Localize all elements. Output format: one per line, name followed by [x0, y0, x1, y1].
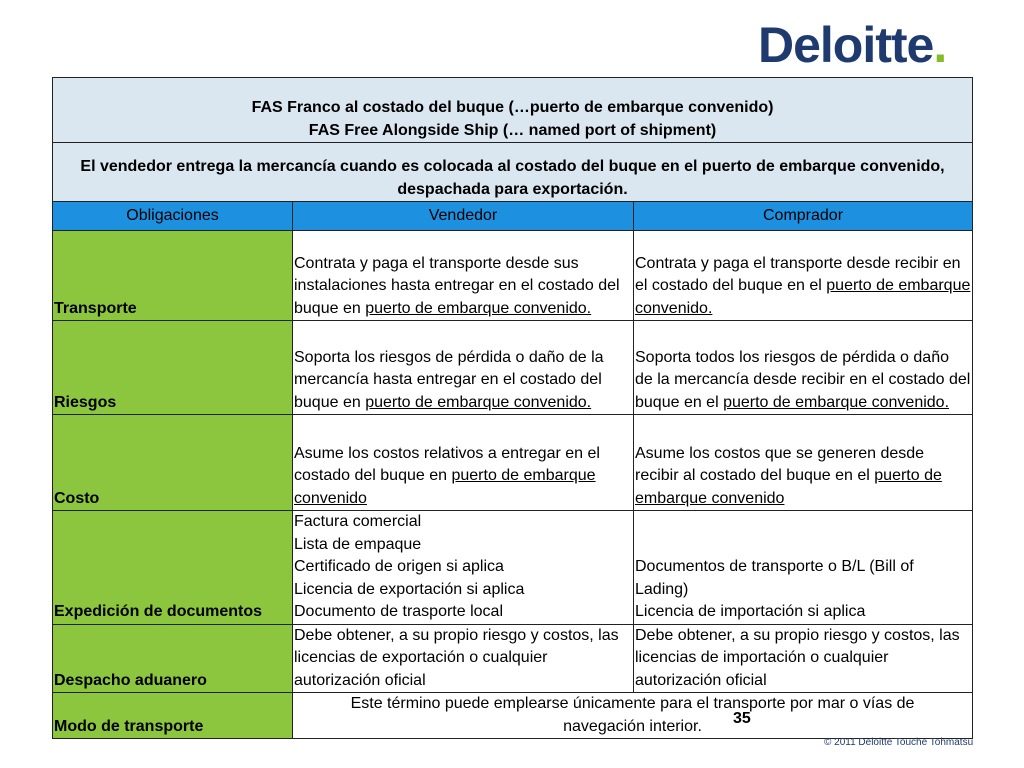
table-row	[53, 231, 973, 321]
summary-line-1: El vendedor entrega la mercancía cuando es colocada al costado del buque en el puerto de embarque convenido,	[80, 158, 945, 175]
seller-costo	[293, 415, 634, 511]
row-label-expedicion: Expedición de documentos	[53, 511, 293, 625]
buyer-riesgos-text: Soporta todos los riesgos de pérdida o daño de la mercancía desde recibir en el costado del buque en el	[635, 348, 971, 411]
header-comprador: Comprador	[634, 202, 973, 231]
summary-row	[53, 143, 973, 202]
seller-riesgos-text: Soporta los riesgos de pérdida o daño de la mercancía hasta entregar en el costado del buque en	[294, 348, 604, 411]
buyer-expedicion	[634, 511, 973, 625]
incoterm-table	[52, 77, 973, 739]
header-row	[53, 202, 973, 231]
buyer-riesgos-link[interactable]: puerto de embarque convenido.	[723, 393, 950, 411]
buyer-transporte-link[interactable]: puerto de embarque convenido.	[635, 277, 971, 317]
title-line-es: FAS Franco al costado del buque (…puerto de embarque convenido)	[251, 99, 774, 116]
page-number: 35	[733, 710, 751, 727]
row-label-costo: Costo	[53, 415, 293, 511]
seller-transporte	[293, 231, 634, 321]
buyer-transporte	[634, 231, 973, 321]
table-title	[53, 78, 973, 143]
seller-costo-link[interactable]: puerto de embarque convenido	[294, 467, 596, 507]
buyer-riesgos	[634, 321, 973, 415]
row-label-despacho: Despacho aduanero	[53, 624, 293, 693]
modo-transporte-text: Este término puede emplearse únicamente para el transporte por mar o vías de navegación interior.	[293, 693, 973, 739]
buyer-costo-link[interactable]: puerto de embarque convenido	[635, 467, 942, 507]
summary-cell	[53, 143, 973, 202]
title-row	[53, 78, 973, 143]
table-row	[53, 511, 973, 625]
table-row	[53, 415, 973, 511]
list-item: Certificado de origen si aplica	[294, 558, 504, 575]
buyer-costo-text: Asume los costos que se generen desde recibir al costado del buque en el	[635, 444, 925, 484]
copyright-text: © 2011 Deloitte Touche Tohmatsu	[824, 737, 974, 748]
header-vendedor: Vendedor	[293, 202, 634, 231]
table-row	[53, 624, 973, 693]
seller-costo-text: Asume los costos relativos a entregar en el costado del buque en	[294, 444, 600, 484]
buyer-costo	[634, 415, 973, 511]
table-row	[53, 321, 973, 415]
seller-expedicion	[293, 511, 634, 625]
list-item: Documento de trasporte local	[294, 603, 503, 620]
list-item: Licencia de exportación si aplica	[294, 580, 525, 598]
seller-despacho: Debe obtener, a su propio riesgo y costos, las licencias de exportación o cualquier autorización oficial	[293, 624, 634, 693]
row-label-transporte: Transporte	[53, 231, 293, 321]
list-item: Factura comercial	[294, 513, 422, 530]
list-item: Documentos de transporte o B/L (Bill of Lading)	[635, 558, 914, 598]
buyer-despacho: Debe obtener, a su propio riesgo y costos, las licencias de importación o cualquier autorización oficial	[634, 624, 973, 693]
list-item: Licencia de importación si aplica	[635, 603, 866, 620]
seller-riesgos-link[interactable]: puerto de embarque convenido.	[365, 393, 592, 411]
seller-riesgos	[293, 321, 634, 415]
row-label-riesgos: Riesgos	[53, 321, 293, 415]
header-obligaciones: Obligaciones	[53, 202, 293, 231]
row-label-modo: Modo de transporte	[53, 693, 293, 739]
deloitte-logo	[758, 17, 973, 73]
logo-dot: .	[933, 17, 947, 73]
seller-transporte-text: Contrata y paga el transporte desde sus instalaciones hasta entregar en el costado del buque en	[294, 254, 620, 317]
title-line-en: FAS Free Alongside Ship (… named port of shipment)	[308, 121, 717, 139]
list-item: Lista de empaque	[294, 535, 422, 553]
table-row	[53, 693, 973, 739]
buyer-transporte-text: Contrata y paga el transporte desde recibir en el costado del buque en el	[635, 254, 961, 294]
summary-line-2: despachada para exportación.	[397, 180, 628, 198]
logo-text: Deloitte	[758, 17, 934, 73]
seller-transporte-link[interactable]: puerto de embarque convenido.	[365, 299, 592, 317]
